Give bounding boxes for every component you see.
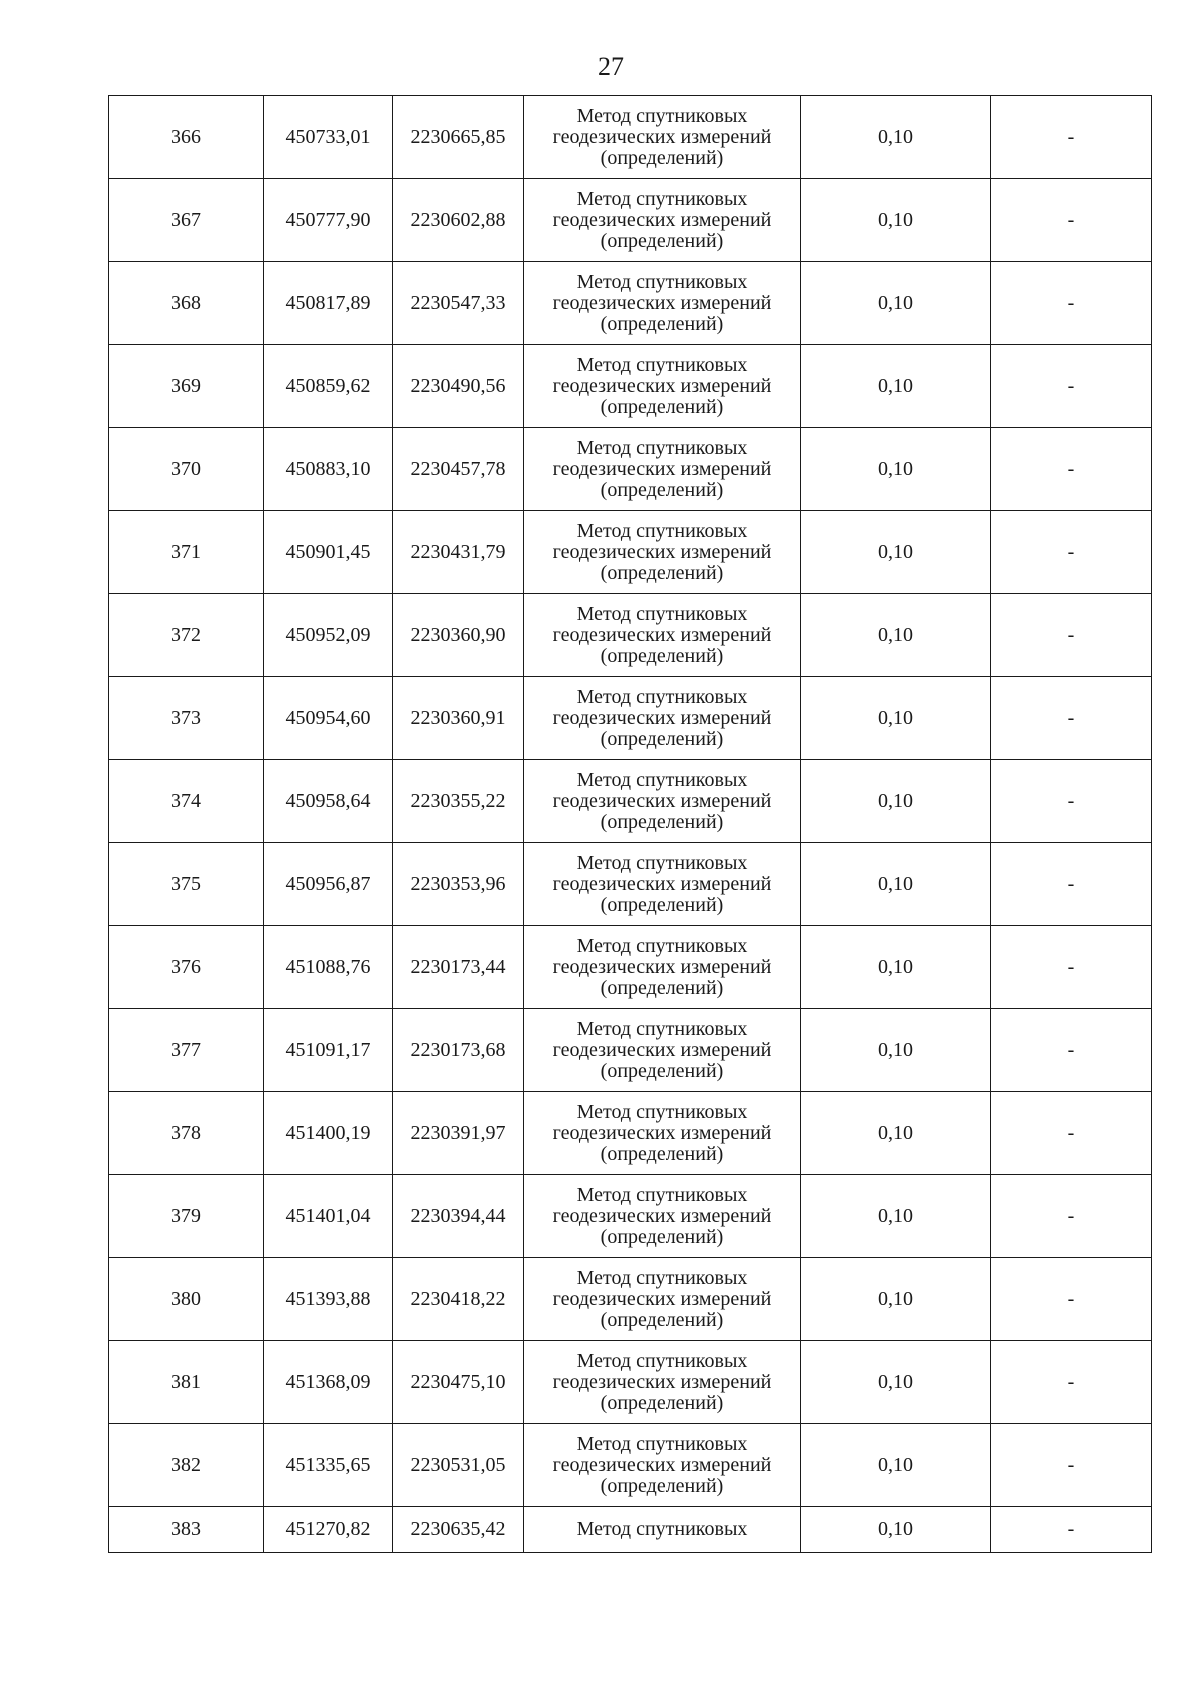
note-cell: -	[991, 262, 1152, 345]
coordinates-table-body	[109, 96, 1152, 1553]
note-cell: -	[991, 345, 1152, 428]
x-coordinate-cell: 450859,62	[264, 345, 393, 428]
x-coordinate-cell: 450958,64	[264, 760, 393, 843]
accuracy-cell: 0,10	[801, 1424, 991, 1507]
method-cell: Метод спутниковых геодезических измерений (определений)	[524, 926, 801, 1009]
x-coordinate-cell: 450952,09	[264, 594, 393, 677]
point-number-cell: 371	[109, 511, 264, 594]
y-coordinate-cell: 2230353,96	[393, 843, 524, 926]
note-cell: -	[991, 760, 1152, 843]
point-number-cell: 381	[109, 1341, 264, 1424]
note-cell: -	[991, 96, 1152, 179]
note-cell: -	[991, 1258, 1152, 1341]
table-row	[109, 262, 1152, 345]
accuracy-cell: 0,10	[801, 1507, 991, 1553]
point-number-cell: 379	[109, 1175, 264, 1258]
y-coordinate-cell: 2230457,78	[393, 428, 524, 511]
point-number-cell: 376	[109, 926, 264, 1009]
y-coordinate-cell: 2230431,79	[393, 511, 524, 594]
method-cell: Метод спутниковых геодезических измерений (определений)	[524, 1341, 801, 1424]
accuracy-cell: 0,10	[801, 511, 991, 594]
note-cell: -	[991, 1009, 1152, 1092]
accuracy-cell: 0,10	[801, 843, 991, 926]
accuracy-cell: 0,10	[801, 1175, 991, 1258]
point-number-cell: 375	[109, 843, 264, 926]
coordinates-table	[108, 95, 1152, 1553]
note-cell: -	[991, 843, 1152, 926]
point-number-cell: 366	[109, 96, 264, 179]
point-number-cell: 373	[109, 677, 264, 760]
x-coordinate-cell: 451091,17	[264, 1009, 393, 1092]
note-cell: -	[991, 677, 1152, 760]
note-cell: -	[991, 511, 1152, 594]
table-row	[109, 926, 1152, 1009]
y-coordinate-cell: 2230602,88	[393, 179, 524, 262]
method-cell: Метод спутниковых геодезических измерений (определений)	[524, 1092, 801, 1175]
point-number-cell: 377	[109, 1009, 264, 1092]
table-row	[109, 1341, 1152, 1424]
note-cell: -	[991, 428, 1152, 511]
y-coordinate-cell: 2230391,97	[393, 1092, 524, 1175]
method-cell: Метод спутниковых геодезических измерений (определений)	[524, 1424, 801, 1507]
method-cell: Метод спутниковых геодезических измерений (определений)	[524, 760, 801, 843]
page-number: 27	[598, 52, 624, 81]
table-row	[109, 760, 1152, 843]
y-coordinate-cell: 2230418,22	[393, 1258, 524, 1341]
table-row	[109, 179, 1152, 262]
method-cell: Метод спутниковых геодезических измерений (определений)	[524, 843, 801, 926]
table-row	[109, 428, 1152, 511]
accuracy-cell: 0,10	[801, 1009, 991, 1092]
y-coordinate-cell: 2230665,85	[393, 96, 524, 179]
x-coordinate-cell: 451401,04	[264, 1175, 393, 1258]
note-cell: -	[991, 1507, 1152, 1553]
accuracy-cell: 0,10	[801, 594, 991, 677]
method-cell: Метод спутниковых геодезических измерений (определений)	[524, 594, 801, 677]
accuracy-cell: 0,10	[801, 1341, 991, 1424]
accuracy-cell: 0,10	[801, 345, 991, 428]
table-row	[109, 843, 1152, 926]
y-coordinate-cell: 2230173,68	[393, 1009, 524, 1092]
accuracy-cell: 0,10	[801, 262, 991, 345]
note-cell: -	[991, 594, 1152, 677]
y-coordinate-cell: 2230475,10	[393, 1341, 524, 1424]
note-cell: -	[991, 179, 1152, 262]
accuracy-cell: 0,10	[801, 760, 991, 843]
method-cell: Метод спутниковых геодезических измерений (определений)	[524, 1175, 801, 1258]
accuracy-cell: 0,10	[801, 428, 991, 511]
accuracy-cell: 0,10	[801, 96, 991, 179]
x-coordinate-cell: 450954,60	[264, 677, 393, 760]
point-number-cell: 367	[109, 179, 264, 262]
x-coordinate-cell: 450956,87	[264, 843, 393, 926]
x-coordinate-cell: 450777,90	[264, 179, 393, 262]
method-cell: Метод спутниковых геодезических измерений (определений)	[524, 179, 801, 262]
y-coordinate-cell: 2230547,33	[393, 262, 524, 345]
point-number-cell: 380	[109, 1258, 264, 1341]
accuracy-cell: 0,10	[801, 1092, 991, 1175]
method-cell: Метод спутниковых	[524, 1507, 801, 1553]
x-coordinate-cell: 451400,19	[264, 1092, 393, 1175]
x-coordinate-cell: 451393,88	[264, 1258, 393, 1341]
table-row	[109, 1009, 1152, 1092]
y-coordinate-cell: 2230173,44	[393, 926, 524, 1009]
x-coordinate-cell: 451335,65	[264, 1424, 393, 1507]
y-coordinate-cell: 2230355,22	[393, 760, 524, 843]
accuracy-cell: 0,10	[801, 677, 991, 760]
note-cell: -	[991, 1424, 1152, 1507]
method-cell: Метод спутниковых геодезических измерений (определений)	[524, 96, 801, 179]
table-row	[109, 677, 1152, 760]
y-coordinate-cell: 2230490,56	[393, 345, 524, 428]
accuracy-cell: 0,10	[801, 926, 991, 1009]
point-number-cell: 374	[109, 760, 264, 843]
point-number-cell: 378	[109, 1092, 264, 1175]
x-coordinate-cell: 451270,82	[264, 1507, 393, 1553]
x-coordinate-cell: 450883,10	[264, 428, 393, 511]
x-coordinate-cell: 450817,89	[264, 262, 393, 345]
point-number-cell: 382	[109, 1424, 264, 1507]
table-row	[109, 345, 1152, 428]
point-number-cell: 370	[109, 428, 264, 511]
table-row	[109, 1424, 1152, 1507]
table-row	[109, 1507, 1152, 1553]
x-coordinate-cell: 450901,45	[264, 511, 393, 594]
accuracy-cell: 0,10	[801, 1258, 991, 1341]
table-row	[109, 1258, 1152, 1341]
y-coordinate-cell: 2230360,91	[393, 677, 524, 760]
table-row	[109, 1092, 1152, 1175]
note-cell: -	[991, 1341, 1152, 1424]
table-row	[109, 511, 1152, 594]
method-cell: Метод спутниковых геодезических измерений (определений)	[524, 428, 801, 511]
y-coordinate-cell: 2230394,44	[393, 1175, 524, 1258]
note-cell: -	[991, 1175, 1152, 1258]
accuracy-cell: 0,10	[801, 179, 991, 262]
y-coordinate-cell: 2230360,90	[393, 594, 524, 677]
y-coordinate-cell: 2230635,42	[393, 1507, 524, 1553]
method-cell: Метод спутниковых геодезических измерений (определений)	[524, 1258, 801, 1341]
method-cell: Метод спутниковых геодезических измерений (определений)	[524, 677, 801, 760]
point-number-cell: 369	[109, 345, 264, 428]
x-coordinate-cell: 451368,09	[264, 1341, 393, 1424]
x-coordinate-cell: 451088,76	[264, 926, 393, 1009]
point-number-cell: 383	[109, 1507, 264, 1553]
method-cell: Метод спутниковых геодезических измерений (определений)	[524, 262, 801, 345]
table-row	[109, 96, 1152, 179]
y-coordinate-cell: 2230531,05	[393, 1424, 524, 1507]
point-number-cell: 368	[109, 262, 264, 345]
x-coordinate-cell: 450733,01	[264, 96, 393, 179]
table-row	[109, 594, 1152, 677]
note-cell: -	[991, 926, 1152, 1009]
table-row	[109, 1175, 1152, 1258]
point-number-cell: 372	[109, 594, 264, 677]
method-cell: Метод спутниковых геодезических измерений (определений)	[524, 1009, 801, 1092]
note-cell: -	[991, 1092, 1152, 1175]
method-cell: Метод спутниковых геодезических измерений (определений)	[524, 345, 801, 428]
method-cell: Метод спутниковых геодезических измерений (определений)	[524, 511, 801, 594]
